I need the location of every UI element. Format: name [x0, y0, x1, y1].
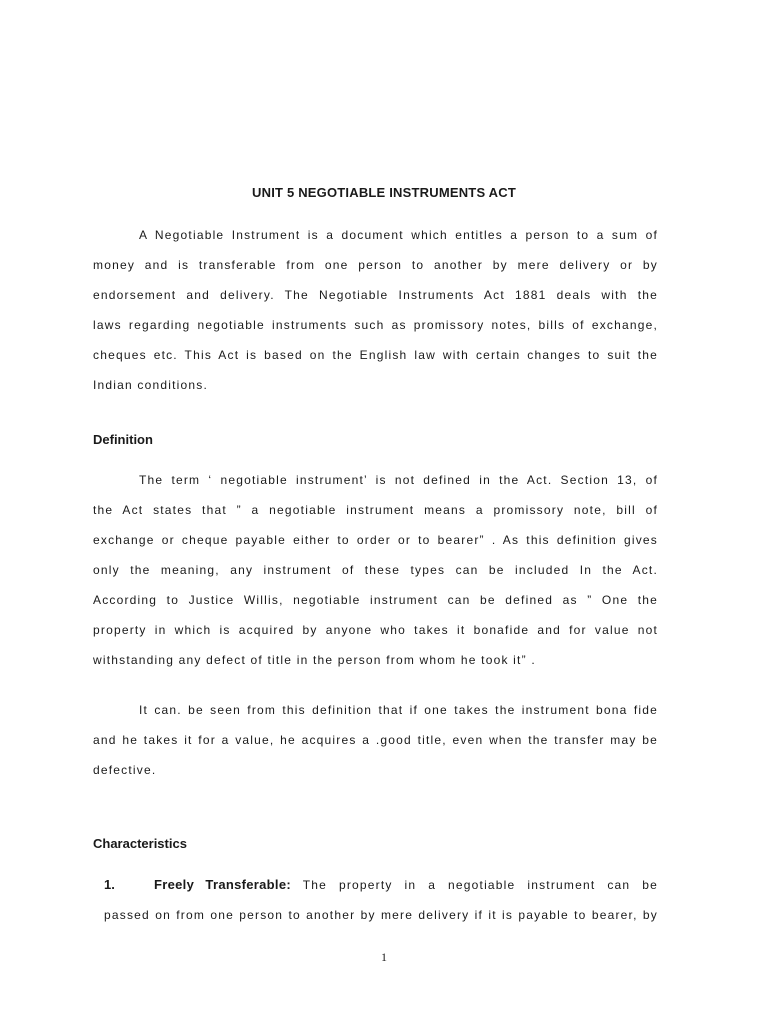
definition-line: According to Justice Willis, negotiable instrument can be defined as ” One the	[93, 593, 658, 607]
intro-line: endorsement and delivery. The Negotiable Instruments Act 1881 deals with the	[93, 288, 658, 302]
characteristic-line: passed on from one person to another by mere delivery if it is payable to bearer, by	[104, 908, 658, 922]
characteristic-line	[104, 870, 658, 900]
intro-line: Indian conditions.	[93, 378, 208, 392]
intro-line: A Negotiable Instrument is a document which entitles a person to a sum of	[139, 228, 658, 242]
definition-paragraph	[93, 465, 658, 675]
page-title: UNIT 5 NEGOTIABLE INSTRUMENTS ACT	[252, 185, 516, 200]
characteristic-item	[104, 870, 658, 930]
definition-line: exchange or cheque payable either to order or to bearer” . As this definition gives	[93, 533, 658, 547]
characteristics-heading: Characteristics	[93, 836, 187, 851]
item-text: The property in a negotiable instrument can be	[302, 878, 658, 892]
intro-line: laws regarding negotiable instruments such as promissory notes, bills of exchange,	[93, 318, 658, 332]
definition-line: property in which is acquired by anyone who takes it bonafide and for value not	[93, 623, 658, 637]
definition-line: the Act states that ” a negotiable instrument means a promissory note, bill of	[93, 503, 658, 517]
page-number: 1	[381, 950, 387, 964]
intro-paragraph	[93, 220, 658, 400]
definition-line: withstanding any defect of title in the person from whom he took it” .	[93, 653, 536, 667]
followup-line: defective.	[93, 763, 157, 777]
item-number: 1.	[104, 877, 115, 892]
followup-line: It can. be seen from this definition that if one takes the instrument bona fide	[139, 703, 658, 717]
definition-followup-paragraph	[93, 695, 658, 785]
intro-line: cheques etc. This Act is based on the English law with certain changes to suit the	[93, 348, 658, 362]
definition-line: The term ‘ negotiable instrument’ is not defined in the Act. Section 13, of	[139, 473, 658, 487]
item-term: Freely Transferable:	[154, 877, 291, 892]
intro-line: money and is transferable from one person to another by mere delivery or by	[93, 258, 658, 272]
definition-line: only the meaning, any instrument of these types can be included In the Act.	[93, 563, 658, 577]
definition-heading: Definition	[93, 432, 153, 447]
followup-line: and he takes it for a value, he acquires a .good title, even when the transfer may be	[93, 733, 658, 747]
